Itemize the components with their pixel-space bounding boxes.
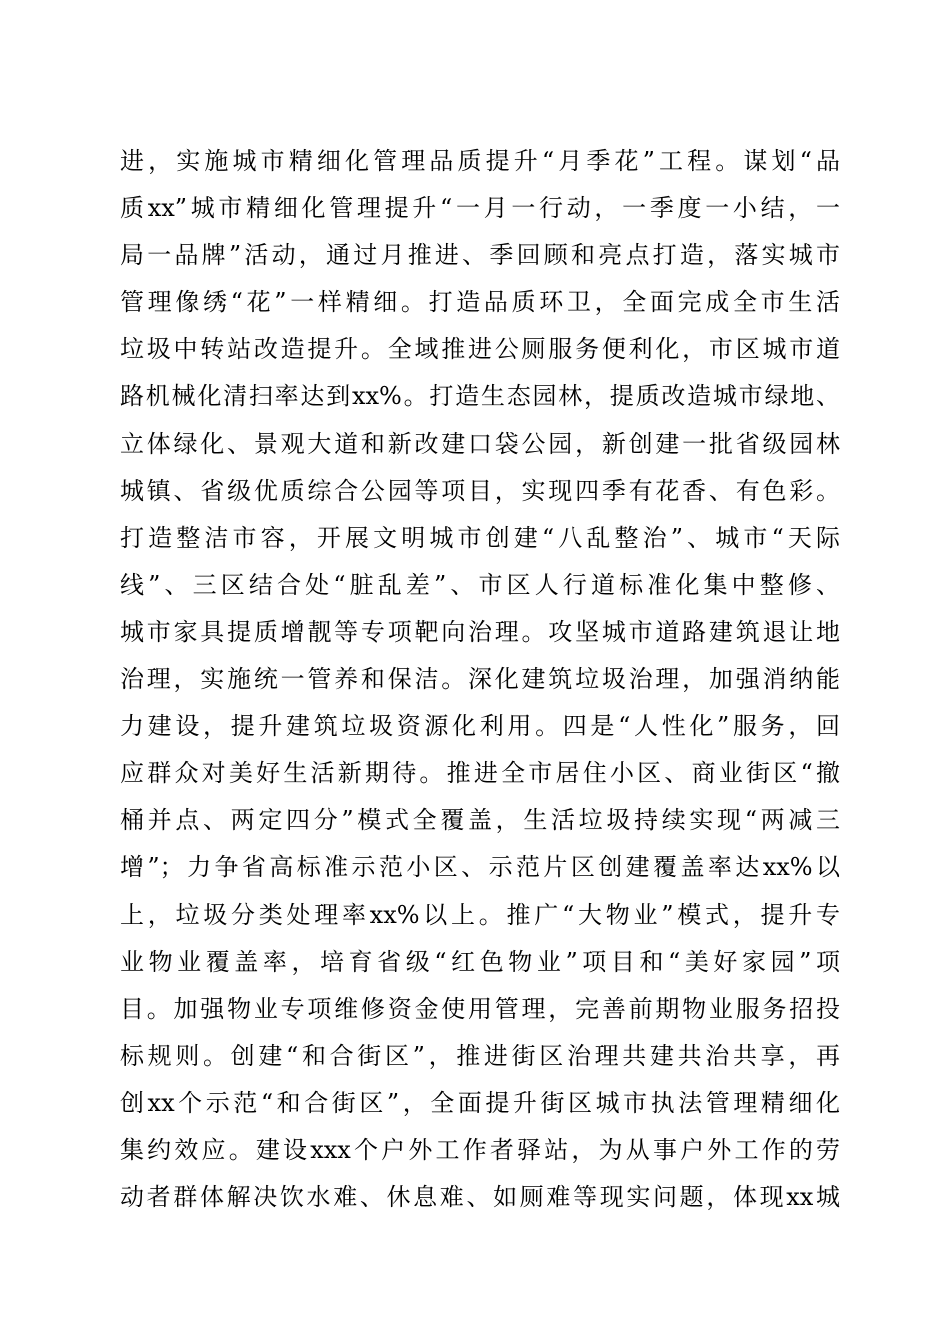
text-line: 应群众对美好生活新期待。推进全市居住小区、商业街区“撤 bbox=[120, 759, 840, 788]
text-line: 集约效应。建设xxx个户外工作者驿站，为从事户外工作的劳 bbox=[120, 1135, 840, 1164]
text-line: 局一品牌”活动，通过月推进、季回顾和亮点打造，落实城市 bbox=[120, 241, 840, 270]
text-line: 动者群体解决饮水难、休息难、如厕难等现实问题，体现xx城 bbox=[120, 1183, 840, 1212]
text-line: 管理像绣“花”一样精细。打造品质环卫，全面完成全市生活 bbox=[120, 288, 840, 317]
text-line: 城市家具提质增靓等专项靶向治理。攻坚城市道路建筑退让地 bbox=[120, 617, 840, 646]
text-line: 治理，实施统一管养和保洁。深化建筑垃圾治理，加强消纳能 bbox=[120, 665, 840, 694]
text-line: 质xx”城市精细化管理提升“一月一行动，一季度一小结，一 bbox=[120, 194, 840, 223]
text-line: 进，实施城市精细化管理品质提升“月季花”工程。谋划“品 bbox=[120, 147, 840, 175]
body-paragraph bbox=[120, 138, 840, 1221]
text-line: 力建设，提升建筑垃圾资源化利用。四是“人性化”服务，回 bbox=[120, 712, 840, 741]
text-line: 城镇、省级优质综合公园等项目，实现四季有花香、有色彩。 bbox=[120, 476, 840, 505]
text-line: 打造整洁市容，开展文明城市创建“八乱整治”、城市“天际 bbox=[120, 523, 840, 552]
text-line: 线”、三区结合处“脏乱差”、市区人行道标准化集中整修、 bbox=[120, 570, 840, 599]
text-line: 上，垃圾分类处理率xx%以上。推广“大物业”模式，提升专 bbox=[120, 900, 840, 929]
text-line: 路机械化清扫率达到xx%。打造生态园林，提质改造城市绿地、 bbox=[120, 382, 840, 411]
text-line: 业物业覆盖率，培育省级“红色物业”项目和“美好家园”项 bbox=[120, 947, 840, 976]
text-line: 目。加强物业专项维修资金使用管理，完善前期物业服务招投 bbox=[120, 994, 840, 1023]
text-line: 立体绿化、景观大道和新改建口袋公园，新创建一批省级园林 bbox=[120, 429, 840, 458]
text-line: 垃圾中转站改造提升。全域推进公厕服务便利化，市区城市道 bbox=[120, 335, 840, 364]
text-line: 创xx个示范“和合街区”，全面提升街区城市执法管理精细化 bbox=[120, 1088, 840, 1117]
text-line: 增”；力争省高标准示范小区、示范片区创建覆盖率达xx%以 bbox=[120, 853, 840, 882]
text-line: 标规则。创建“和合街区”，推进街区治理共建共治共享，再 bbox=[120, 1041, 840, 1070]
text-line: 桶并点、两定四分”模式全覆盖，生活垃圾持续实现“两减三 bbox=[120, 806, 840, 835]
